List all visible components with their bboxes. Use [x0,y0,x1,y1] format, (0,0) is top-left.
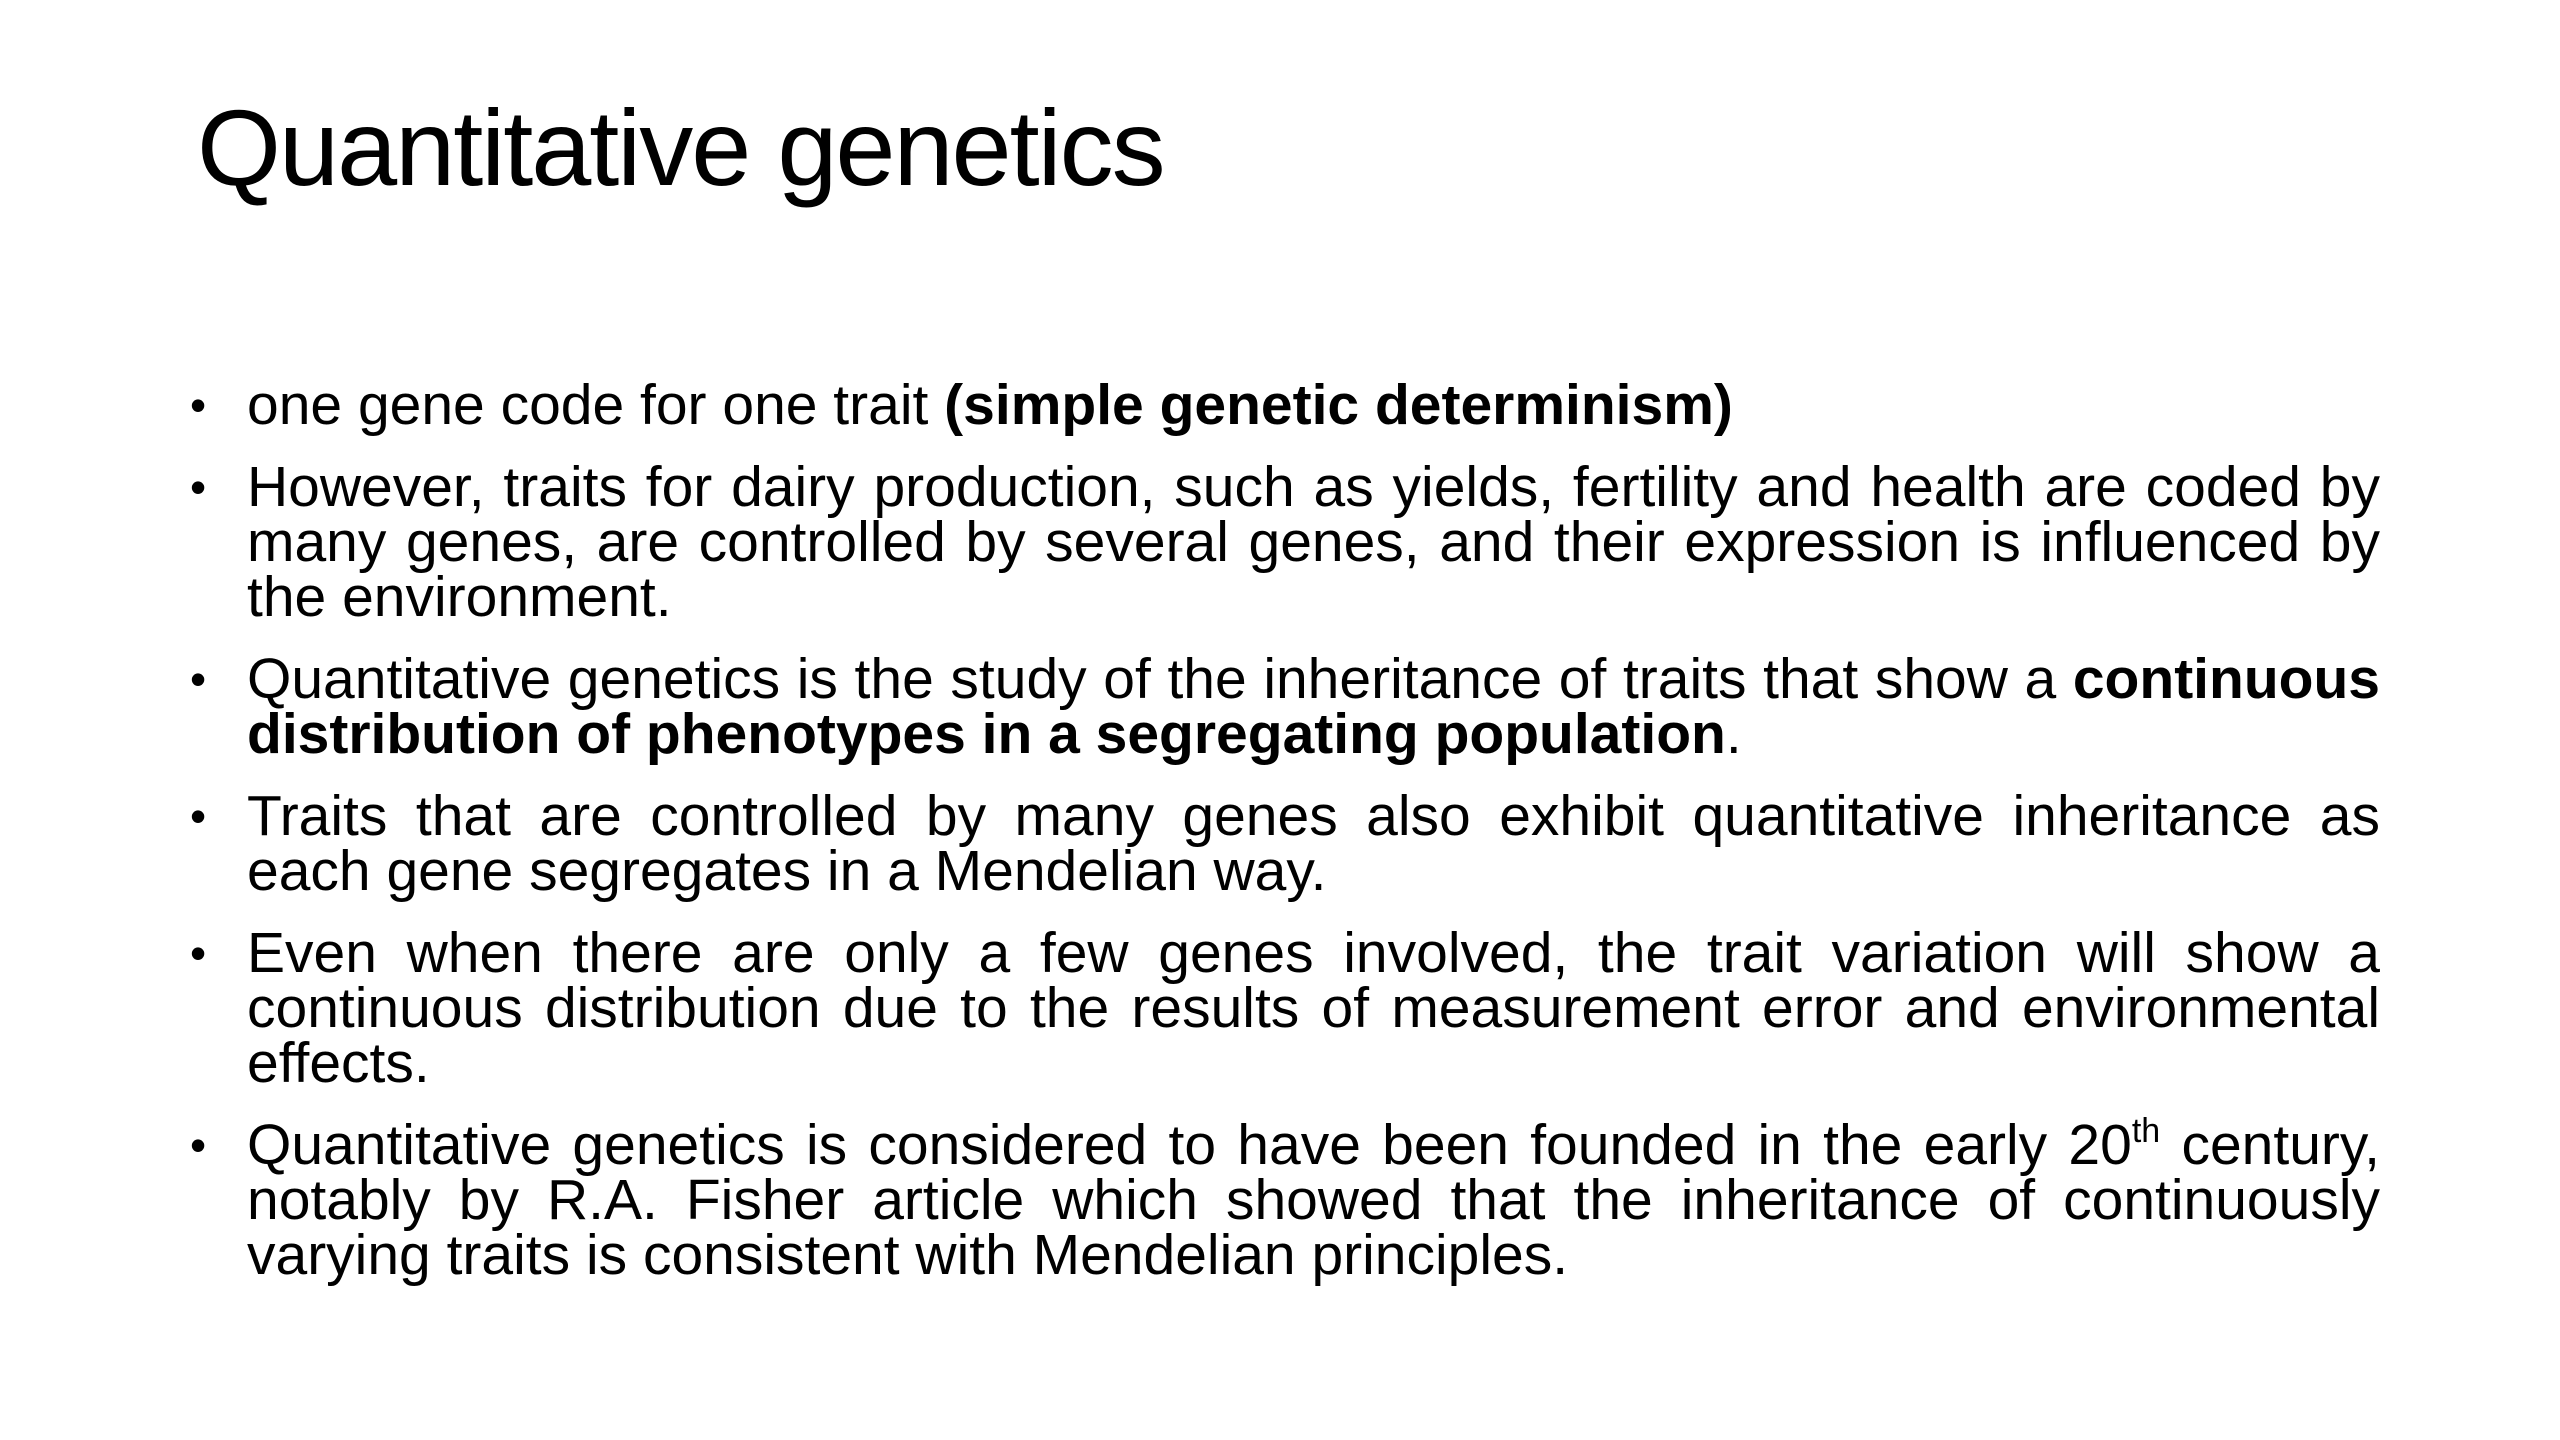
text-segment: one gene code for one trait [247,373,945,437]
bullet-text [247,373,1733,437]
text-segment: Quantitative genetics is the study of the inheritance of traits that show a [247,647,2073,711]
bullet-text [247,784,2380,903]
text-segment: Traits that are controlled by many genes also exhibit quantitative inheritance as each gene segregates in a Mendelian way. [247,784,2380,903]
bullet-marker: • [190,927,207,979]
bullet-marker: • [190,1119,207,1171]
bullet-text [247,647,2380,766]
text-segment: century, notably by R.A. Fisher article which showed that the inheritance of continuously varying traits is consistent with Mendelian principles. [247,1113,2380,1287]
bullet-marker: • [190,653,207,705]
bullet-item [190,784,2380,903]
bold-text: continuous distribution of phenotypes in a segregating population [247,647,2380,766]
bullet-text [247,921,2380,1095]
text-segment: Even when there are only a few genes involved, the trait variation will show a continuous distribution due to the results of measurement error and environmental effects. [247,921,2380,1095]
bold-text: (simple genetic determinism) [944,373,1733,437]
text-segment: Quantitative genetics is considered to have been founded in the early 20 [247,1113,2132,1177]
bullet-text [247,1113,2380,1287]
bullet-marker: • [190,461,207,513]
superscript-text: th [2131,1112,2161,1150]
bullet-item [190,455,2380,629]
bullet-item [190,921,2380,1095]
text-segment: However, traits for dairy production, such as yields, fertility and health are coded by many genes, are controlled by several genes, and their expression is influenced by the environment. [247,455,2380,629]
text-segment: . [1725,702,1742,766]
bullet-item [190,1112,2380,1287]
bullet-text [247,455,2380,629]
bullet-marker: • [190,790,207,842]
bullet-marker: • [190,379,207,431]
bullet-item [190,373,2380,437]
bullet-list [190,373,2380,1310]
bullet-item [190,647,2380,766]
slide-title: Quantitative genetics [197,87,1164,208]
